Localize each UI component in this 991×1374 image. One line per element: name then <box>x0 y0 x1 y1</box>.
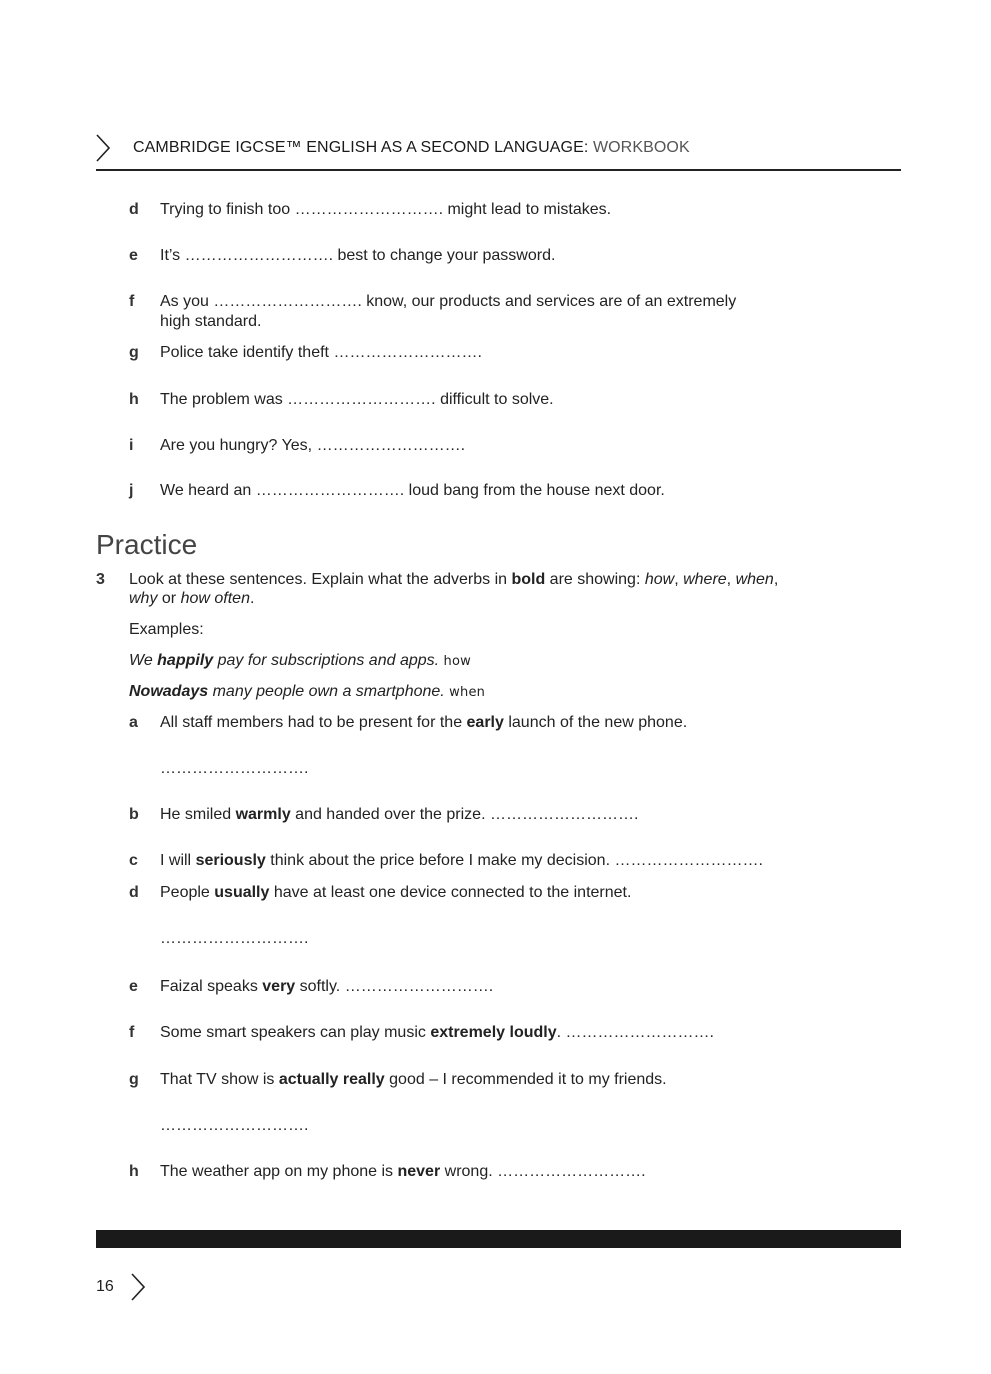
answer-blank: ………………………. <box>316 437 466 454</box>
example-sentence-2: Nowadays many people own a smartphone. when <box>129 683 486 700</box>
answer-blank: ………………………. <box>565 1024 714 1041</box>
book-title: CAMBRIDGE IGCSE™ ENGLISH AS A SECOND LANGUAGE: WORKBOOK <box>133 139 690 156</box>
answer-blank: ………………………. <box>184 247 334 264</box>
answer-blank: ………………………. <box>497 1163 646 1180</box>
handwritten-answer: how <box>443 654 471 669</box>
answer-blank: ………………………. <box>333 344 482 361</box>
examples-label: Examples: <box>129 621 204 638</box>
running-header <box>96 132 901 172</box>
answer-blank: ………………………. <box>287 391 436 408</box>
answer-blank: ………………………. <box>489 806 639 823</box>
chevron-right-icon <box>96 134 110 162</box>
page-number: 16 <box>96 1278 114 1295</box>
answer-blank: ………………………. <box>294 201 444 218</box>
answer-blank: ………………………. <box>255 482 405 499</box>
answer-blank: ………………………. <box>160 1117 309 1134</box>
example-sentence-1: We happily pay for subscriptions and apps. how <box>129 652 471 669</box>
book-subtitle: WORKBOOK <box>592 139 690 156</box>
answer-blank: ………………………. <box>213 293 362 310</box>
answer-blank: ………………………. <box>160 760 309 777</box>
section-title: Practice <box>96 529 198 560</box>
answer-blank: ………………………. <box>344 978 494 995</box>
answer-blank: ………………………. <box>614 852 763 869</box>
footer-bar <box>96 1230 901 1248</box>
answer-blank: ………………………. <box>160 930 309 947</box>
handwritten-answer: when <box>449 685 486 700</box>
header-rule <box>96 169 901 171</box>
chevron-right-icon <box>131 1273 145 1301</box>
